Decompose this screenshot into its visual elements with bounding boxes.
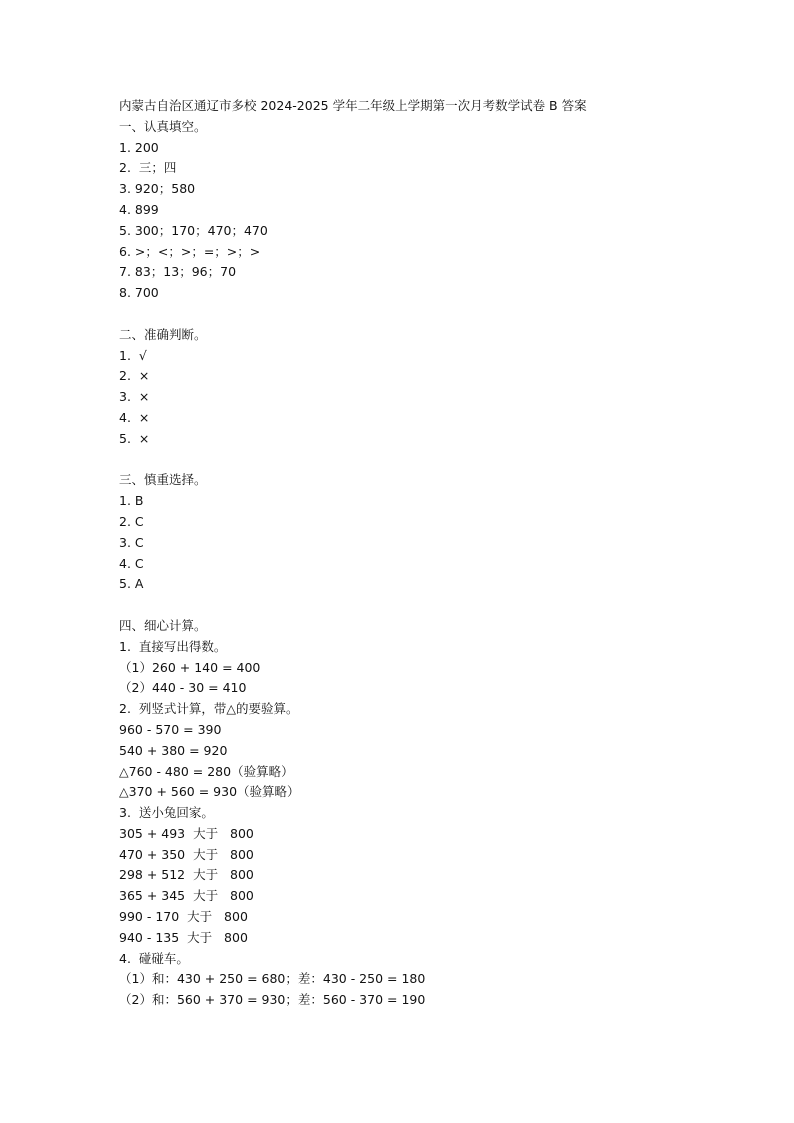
answer-line: 2. 列竖式计算，带△的要验算。: [119, 701, 299, 717]
answer-line: 6. >；<；>；=；>；>: [119, 243, 261, 259]
section-heading-fill-in: 一、认真填空。: [119, 118, 207, 134]
answer-line: 1. 直接写出得数。: [119, 638, 227, 654]
answer-line: 990 - 170 大于 800: [119, 909, 248, 925]
answer-line: 3. ×: [119, 389, 150, 405]
blank-line: [119, 450, 739, 471]
answer-line: △370 + 560 = 930（验算略）: [119, 784, 300, 800]
section-heading-choice: 三、慎重选择。: [119, 472, 207, 488]
section-heading-calculation: 四、细心计算。: [119, 617, 207, 633]
answer-line: 5. A: [119, 576, 144, 592]
answer-line: 960 - 570 = 390: [119, 721, 222, 737]
answer-line: 1. B: [119, 493, 144, 509]
answer-line: 540 + 380 = 920: [119, 742, 228, 758]
answer-line: （1）260 + 140 = 400: [119, 659, 261, 675]
answer-line: 4. ×: [119, 409, 150, 425]
answer-line: 5. ×: [119, 430, 150, 446]
answer-line: （2）和：560 + 370 = 930；差：560 - 370 = 190: [119, 992, 426, 1008]
answer-line: 305 + 493 大于 800: [119, 825, 254, 841]
section-heading-judgement: 二、准确判断。: [119, 326, 207, 342]
answer-line: 4. 碰碰车。: [119, 950, 189, 966]
answer-line: 940 - 135 大于 800: [119, 929, 248, 945]
answer-line: 3. 920；580: [119, 181, 196, 197]
answer-line: 365 + 345 大于 800: [119, 888, 254, 904]
answer-line: 1. 200: [119, 139, 159, 155]
answer-line: 2. C: [119, 513, 144, 529]
document-title: 内蒙古自治区通辽市多校 2024-2025 学年二年级上学期第一次月考数学试卷 B 答案: [119, 98, 587, 113]
answer-line: △760 - 480 = 280（验算略）: [119, 763, 294, 779]
answer-line: 8. 700: [119, 285, 159, 301]
answer-line: （1）和：430 + 250 = 680；差：430 - 250 = 180: [119, 971, 426, 987]
answer-line: 1. √: [119, 347, 147, 363]
answer-line: 3. C: [119, 534, 144, 550]
answer-document: [119, 96, 739, 1011]
blank-line: [119, 304, 739, 325]
answer-line: 4. 899: [119, 201, 159, 217]
answer-line: 470 + 350 大于 800: [119, 846, 254, 862]
answer-line: 3. 送小兔回家。: [119, 805, 214, 821]
blank-line: [119, 595, 739, 616]
answer-line: 7. 83；13；96；70: [119, 264, 237, 280]
answer-line: 298 + 512 大于 800: [119, 867, 254, 883]
answer-line: 5. 300；170；470；470: [119, 222, 268, 238]
answer-line: 2. ×: [119, 368, 150, 384]
answer-line: （2）440 - 30 = 410: [119, 680, 247, 696]
answer-line: 2. 三；四: [119, 160, 177, 176]
answer-line: 4. C: [119, 555, 144, 571]
